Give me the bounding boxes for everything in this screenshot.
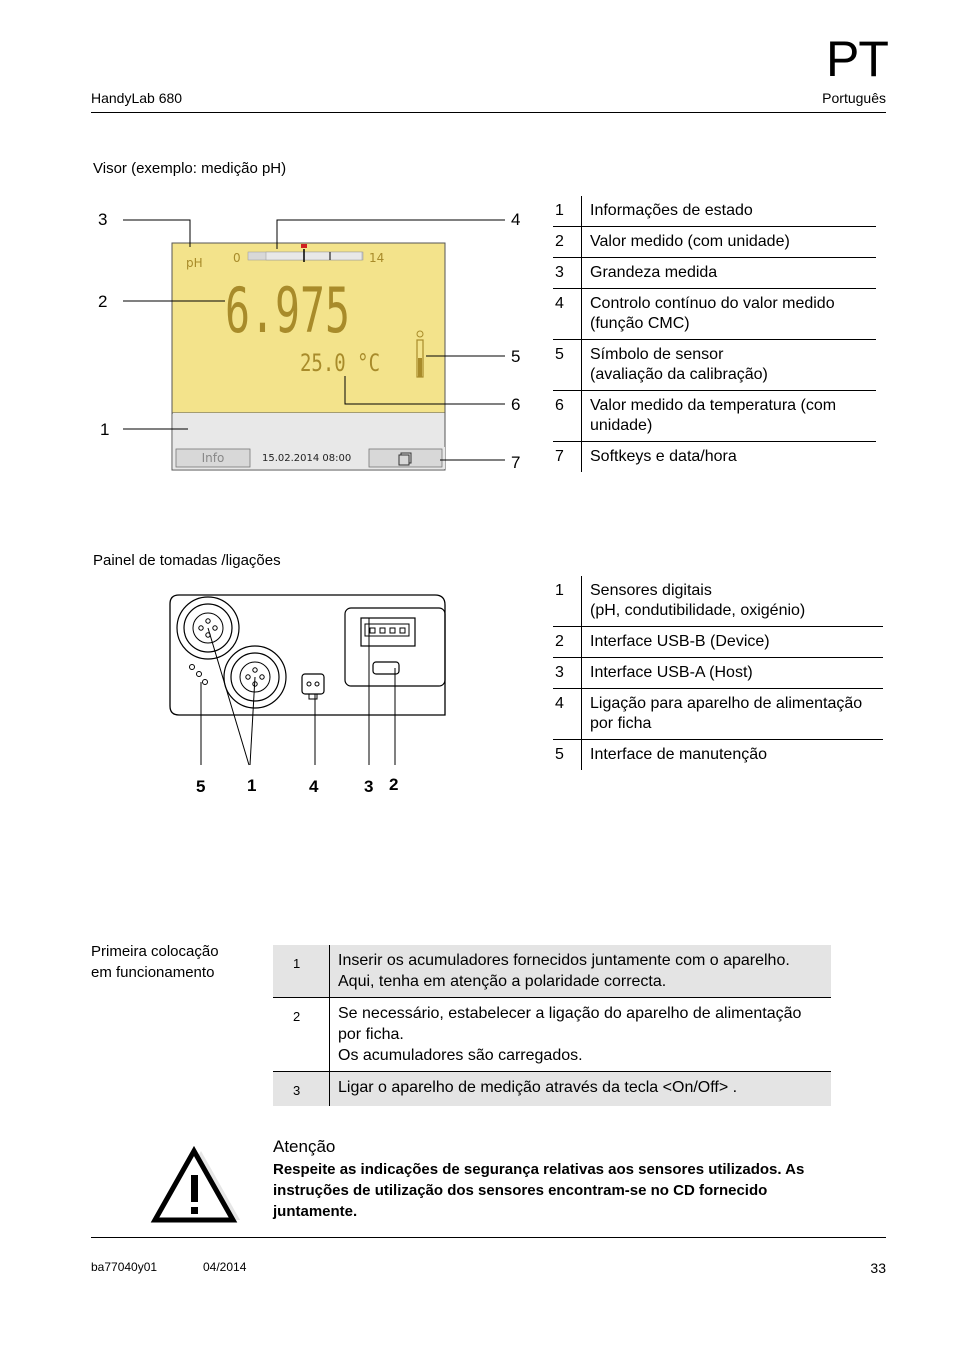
- step-row: 3 Ligar o aparelho de medição através da tecla <On/Off> .: [273, 1072, 831, 1107]
- callout-1: 1: [100, 420, 110, 439]
- step-row: 1 Inserir os acumuladores fornecidos juntamente com o aparelho. Aqui, tenha em atenção a polaridade correcta.: [273, 945, 831, 998]
- screen-datetime: 15.02.2014 08:00: [262, 453, 352, 464]
- callout-6: 6: [511, 395, 521, 414]
- info-softkey: Info: [201, 451, 225, 465]
- callout-3: 3: [98, 210, 108, 229]
- socket-figure: [165, 590, 455, 805]
- socket-section-title: Painel de tomadas /ligações: [93, 552, 281, 569]
- legend-row: 3 Interface USB-A (Host): [553, 658, 883, 689]
- socket-callout-1: 1: [247, 776, 257, 795]
- first-use-steps: [273, 945, 831, 1106]
- legend-row: 4 Ligação para aparelho de alimentação por ficha: [553, 689, 883, 740]
- doc-id: ba77040y01: [91, 1260, 158, 1274]
- legend-row: 3 Grandeza medida: [553, 258, 876, 289]
- screen-temperature: 25.0 °C: [300, 349, 380, 377]
- socket-callout-3: 3: [364, 777, 374, 796]
- legend-row: 6 Valor medido da temperatura (com unidade): [553, 391, 876, 442]
- display-figure: [90, 200, 540, 500]
- language-name: Português: [822, 90, 886, 106]
- socket-callout-5: 5: [196, 777, 206, 796]
- callout-7: 7: [511, 453, 521, 472]
- warning-icon: [150, 1145, 245, 1225]
- callout-4: 4: [511, 210, 521, 229]
- on-off-key: <On/Off>: [662, 1079, 729, 1096]
- step-row: 2 Se necessário, estabelecer a ligação do aparelho de alimentação por ficha. Os acumuladores são carregados.: [273, 998, 831, 1072]
- screen-scale-min: 0: [233, 251, 241, 265]
- socket-callout-4: 4: [309, 777, 319, 796]
- warning-text: Respeite as indicações de segurança relativas aos sensores utilizados. As instruções de utilização dos sensores encontram-se no CD fornecido juntamente.: [273, 1161, 805, 1220]
- product-name: HandyLab 680: [91, 90, 183, 106]
- socket-legend: [553, 576, 883, 770]
- socket-callout-2: 2: [389, 775, 399, 794]
- warning-title: Atenção: [273, 1137, 336, 1156]
- language-code: PT: [826, 31, 888, 87]
- screen-value: 6.975: [225, 274, 350, 347]
- screen-scale-max: 14: [369, 251, 385, 265]
- doc-date: 04/2014: [203, 1260, 247, 1274]
- legend-row: 1 Sensores digitais (pH, condutibilidade, oxigénio): [553, 576, 883, 627]
- legend-row: 4 Controlo contínuo do valor medido (função CMC): [553, 289, 876, 340]
- legend-row: 7 Softkeys e data/hora: [553, 442, 876, 473]
- legend-row: 2 Valor medido (com unidade): [553, 227, 876, 258]
- header-rule: [91, 112, 886, 113]
- screen-quantity: pH: [186, 256, 203, 270]
- first-use-title: Primeira colocação em funcionamento: [91, 943, 219, 981]
- callout-2: 2: [98, 292, 108, 311]
- legend-row: 2 Interface USB-B (Device): [553, 627, 883, 658]
- display-section-title: Visor (exemplo: medição pH): [93, 160, 287, 177]
- footer-rule: [91, 1237, 886, 1238]
- page-number: 33: [870, 1260, 886, 1276]
- legend-row: 5 Símbolo de sensor (avaliação da calibração): [553, 340, 876, 391]
- callout-5: 5: [511, 347, 521, 366]
- legend-row: 5 Interface de manutenção: [553, 740, 883, 771]
- display-legend: [553, 196, 876, 472]
- legend-row: 1 Informações de estado: [553, 196, 876, 227]
